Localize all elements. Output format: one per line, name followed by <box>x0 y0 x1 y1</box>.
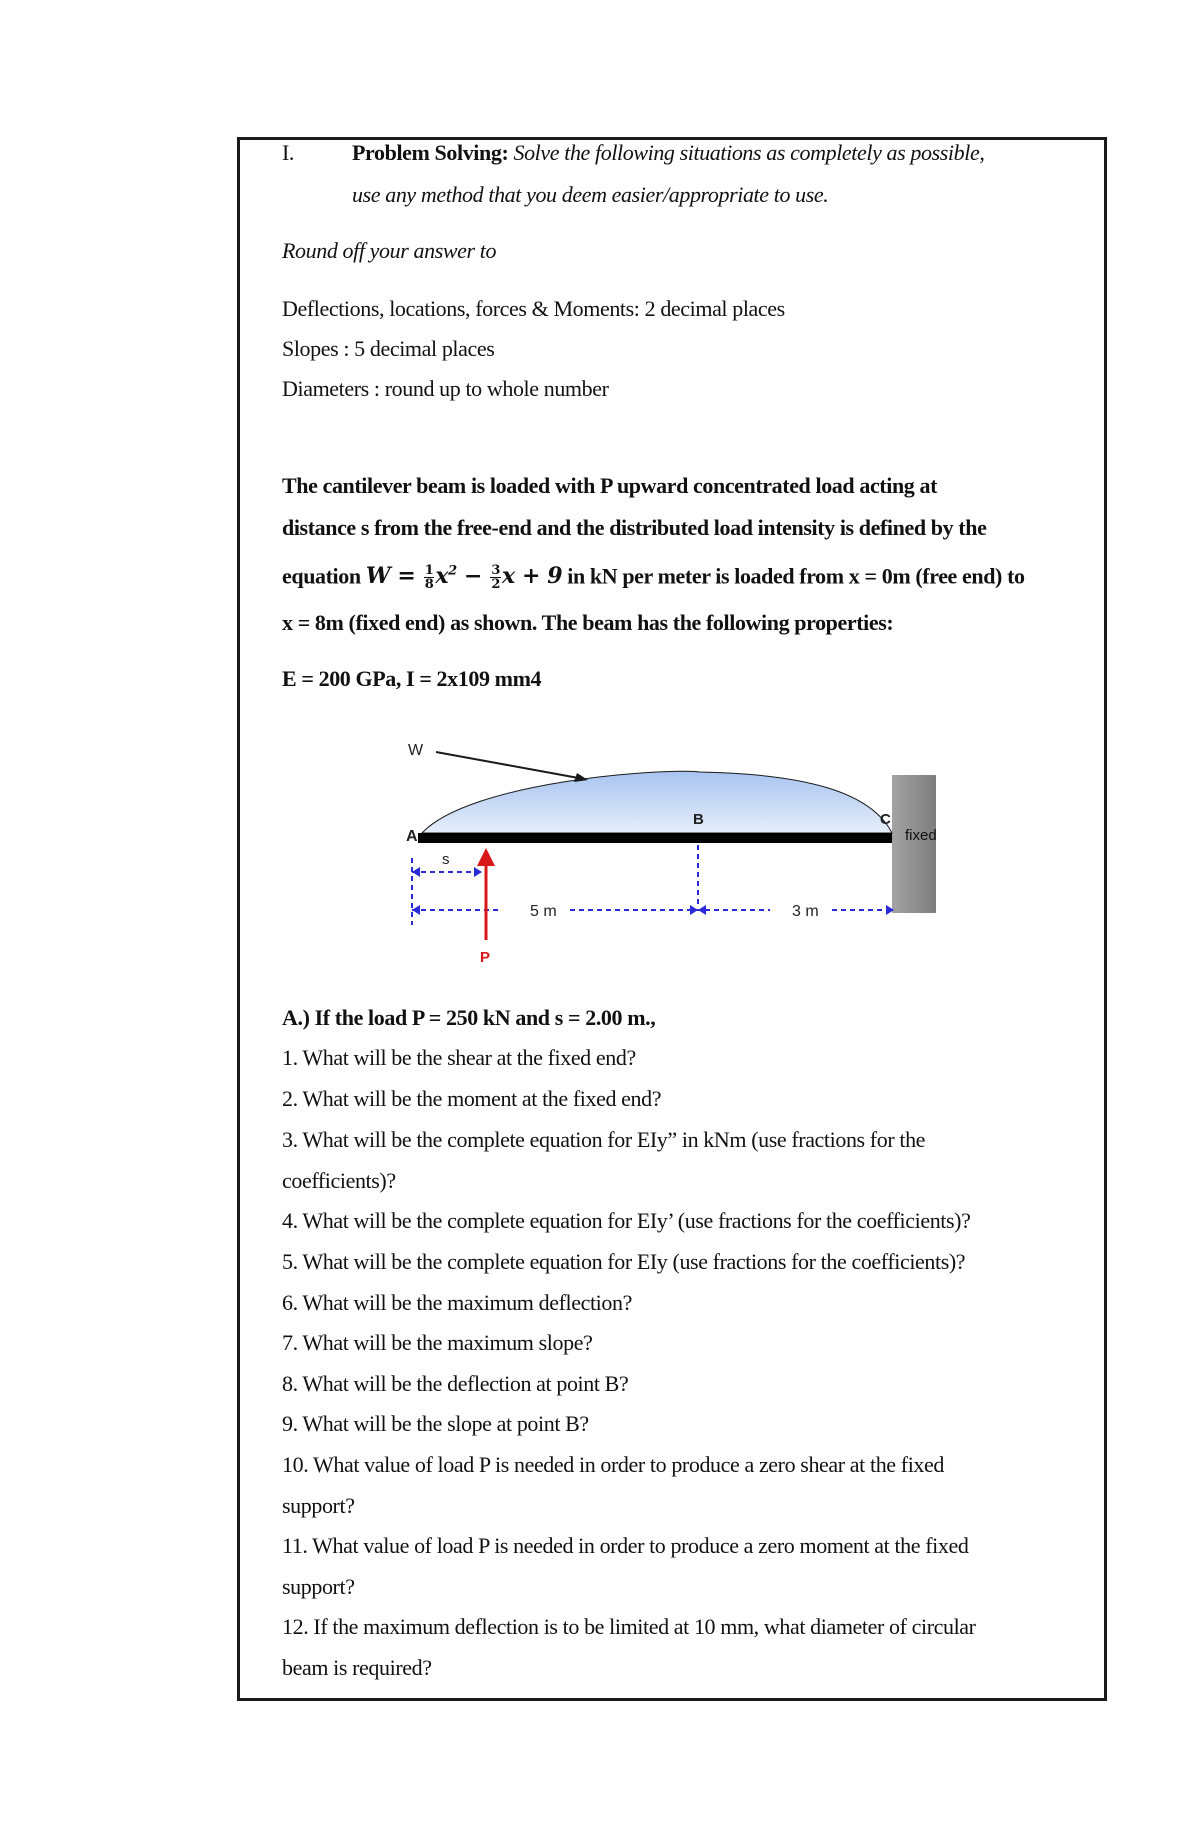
question-line: 1. What will be the shear at the fixed end? <box>282 1045 636 1070</box>
question-line: 7. What will be the maximum slope? <box>282 1330 593 1355</box>
label-fixed: fixed <box>905 827 937 844</box>
beam <box>418 833 892 843</box>
question-line: support? <box>282 1493 355 1518</box>
question-line: 2. What will be the moment at the fixed end? <box>282 1086 662 1111</box>
label-3m: 3 m <box>792 903 819 920</box>
label-b: B <box>693 811 704 828</box>
question-line: 6. What will be the maximum deflection? <box>282 1290 632 1315</box>
section-numeral: I. <box>282 140 295 165</box>
label-a: A <box>406 828 418 845</box>
load-equation: W = $\frac{1}{8}$ $x^2$ − $\frac{3}{2}$ x + 9 <box>365 562 563 592</box>
fixed-support-wall <box>892 775 936 913</box>
label-w: W <box>408 742 424 759</box>
question-line: support? <box>282 1574 355 1599</box>
distributed-load-area <box>422 771 892 833</box>
dimension-arrowhead <box>412 867 420 877</box>
problem-line-1: The cantilever beam is loaded with P upward concentrated load acting at <box>282 473 938 498</box>
question-line: coefficients)? <box>282 1168 396 1193</box>
beam-properties: E = 200 GPa, I = 2x109 mm4 <box>282 666 542 691</box>
force-p-arrowhead <box>477 848 495 866</box>
fraction: $\frac{1}{8}$ <box>424 562 434 592</box>
section-title <box>352 139 984 167</box>
question-line: 8. What will be the deflection at point B? <box>282 1371 629 1396</box>
question-line: beam is required? <box>282 1655 432 1680</box>
fraction: $\frac{3}{2}$ <box>491 562 500 592</box>
question-line: 10. What value of load P is needed in order to produce a zero shear at the fixed <box>282 1452 944 1477</box>
problem-line-3: equation W = $\frac{1}{8}$ $x^2$ − $\frac{3}{2}$ x + 9 in kN per meter is loaded from x = 0m (free end) to <box>282 562 1025 592</box>
part-a-heading: A.) If the load P = 250 kN and s = 2.00 m., <box>282 1005 656 1030</box>
problem-line-2: distance s from the free-end and the distributed load intensity is defined by the <box>282 515 987 540</box>
question-line: 4. What will be the complete equation for EIy’ (use fractions for the coefficients)? <box>282 1208 971 1233</box>
question-line: 9. What will be the slope at point B? <box>282 1411 589 1436</box>
dimension-arrowhead <box>698 905 706 915</box>
label-5m: 5 m <box>530 903 557 920</box>
question-line: 5. What will be the complete equation for EIy (use fractions for the coefficients)? <box>282 1249 966 1274</box>
label-c: C <box>880 811 891 828</box>
label-s: s <box>442 851 450 868</box>
dimension-arrowhead <box>474 867 482 877</box>
question-line: 12. If the maximum deflection is to be limited at 10 mm, what diameter of circular <box>282 1614 976 1639</box>
dimension-arrowhead <box>412 905 420 915</box>
w-pointer-line <box>436 752 584 779</box>
instruction-line-2: use any method that you deem easier/appropriate to use. <box>352 182 829 207</box>
question-line: 11. What value of load P is needed in order to produce a zero moment at the fixed <box>282 1533 969 1558</box>
rounding-rule: Slopes : 5 decimal places <box>282 336 495 361</box>
problem-line-4: x = 8m (fixed end) as shown. The beam has the following properties: <box>282 610 894 635</box>
question-line: 3. What will be the complete equation for EIy” in kNm (use fractions for the <box>282 1127 926 1152</box>
rounding-rule: Deflections, locations, forces & Moments: 2 decimal places <box>282 296 785 321</box>
dimension-arrowhead <box>690 905 698 915</box>
rounding-heading: Round off your answer to <box>282 238 497 263</box>
instruction-line-1: Solve the following situations as completely as possible, <box>513 140 985 165</box>
section-label: Problem Solving: <box>352 140 509 165</box>
label-p: P <box>480 949 491 965</box>
cantilever-beam-figure <box>400 730 960 965</box>
rounding-rule: Diameters : round up to whole number <box>282 376 609 401</box>
